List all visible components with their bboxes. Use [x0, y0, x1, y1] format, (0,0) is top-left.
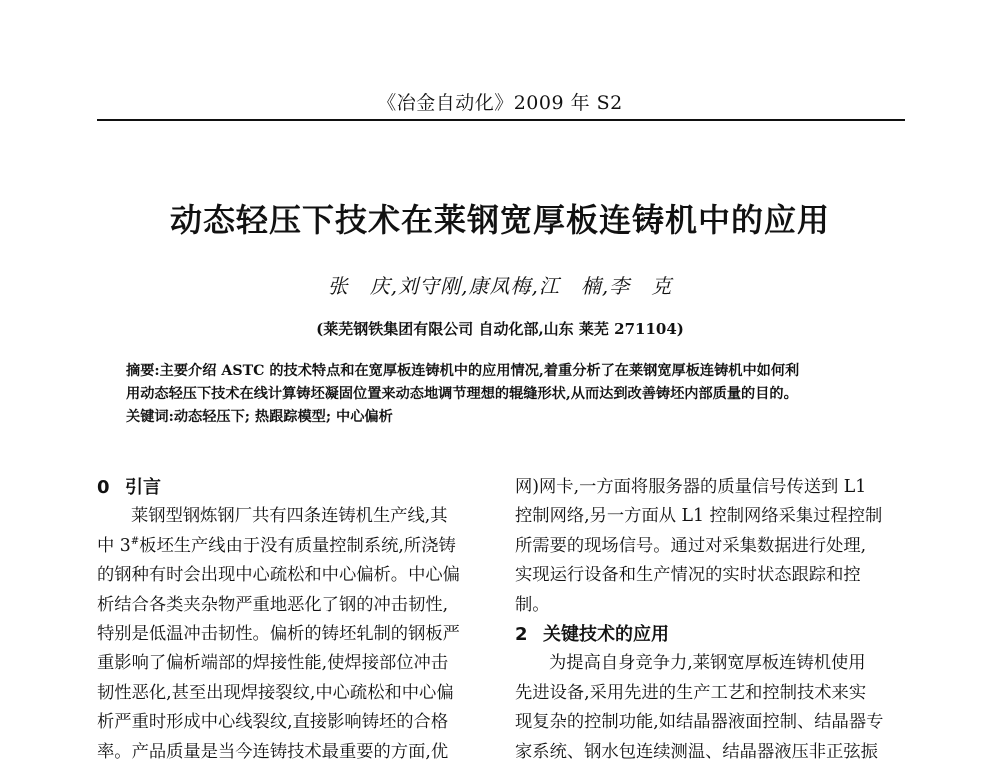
journal-header: 《冶金自动化》2009 年 S2 [377, 92, 623, 114]
keywords-line [126, 406, 886, 429]
keywords-label: 关键词: [126, 409, 174, 425]
abstract-line [126, 360, 886, 383]
section-number: 2 [515, 624, 528, 646]
section-heading-intro [97, 473, 487, 502]
body-line: 韧性恶化,甚至出现焊接裂纹,中心疏松和中心偏 [97, 682, 454, 703]
body-line: 的钢种有时会出现中心疏松和中心偏析。中心偏 [97, 565, 460, 586]
left-column [97, 473, 487, 767]
body-line: 率。产品质量是当今连铸技术最重要的方面,优 [97, 741, 449, 762]
section-title: 引言 [125, 477, 161, 498]
abstract-text: 主要介绍 ASTC 的技术特点和在宽厚板连铸机中的应用情况,着重分析了在莱钢宽厚板连铸机中如何利 [159, 363, 800, 379]
body-line: 析严重时形成中心线裂纹,直接影响铸坯的合格 [97, 712, 449, 733]
body-line: 家系统、钢水包连续测温、结晶器液压非正弦振 [515, 741, 878, 762]
abstract-line: 用动态轻压下技术在线计算铸坯凝固位置来动态地调节理想的辊缝形状,从而达到改善铸坯内部质量的目的。 [126, 386, 798, 402]
text-fragment: 中 3 [97, 535, 131, 556]
paper-title: 动态轻压下技术在莱钢宽厚板连铸机中的应用 [169, 201, 830, 239]
body-line: 析结合各类夹杂物严重地恶化了钢的冲击韧性, [97, 594, 449, 615]
header-rule [97, 119, 905, 121]
section-title: 关键技术的应用 [543, 624, 669, 646]
affiliation: (莱芜钢铁集团有限公司 自动化部,山东 莱芜 271104) [316, 320, 684, 338]
superscript: # [130, 536, 140, 548]
section-heading-key-tech [515, 620, 905, 649]
body-line: 特别是低温冲击韧性。偏析的铸坯轧制的钢板严 [97, 624, 460, 645]
abstract-block [126, 360, 886, 429]
body-line: 控制网络,另一方面从 L1 控制网络采集过程控制 [515, 506, 883, 527]
body-line: 实现运行设备和生产情况的实时状态跟踪和控 [515, 565, 861, 586]
body-line: 制。 [515, 594, 550, 615]
body-line: 为提高自身竞争力,莱钢宽厚板连铸机使用 [549, 653, 866, 674]
abstract-label: 摘要: [126, 363, 160, 379]
body-line: 先进设备,采用先进的生产工艺和控制技术来实 [515, 682, 867, 703]
body-line: 现复杂的控制功能,如结晶器液面控制、结晶器专 [515, 712, 884, 733]
text-fragment: 板坯生产线由于没有质量控制系统,所浇铸 [139, 535, 456, 556]
right-column [515, 473, 905, 767]
body-line: 莱钢型钢炼钢厂共有四条连铸机生产线,其 [131, 506, 448, 527]
body-line [97, 532, 487, 561]
body-line: 所需要的现场信号。通过对采集数据进行处理, [515, 535, 867, 556]
section-number: 0 [97, 477, 110, 498]
body-line: 网)网卡,一方面将服务器的质量信号传送到 L1 [515, 477, 867, 497]
keywords-text: 动态轻压下; 热跟踪模型; 中心偏析 [173, 409, 393, 425]
body-line: 重影响了偏析端部的焊接性能,使焊接部位冲击 [97, 653, 449, 674]
author-list: 张 庆,刘守刚,康凤梅,江 楠,李 克 [327, 274, 673, 298]
